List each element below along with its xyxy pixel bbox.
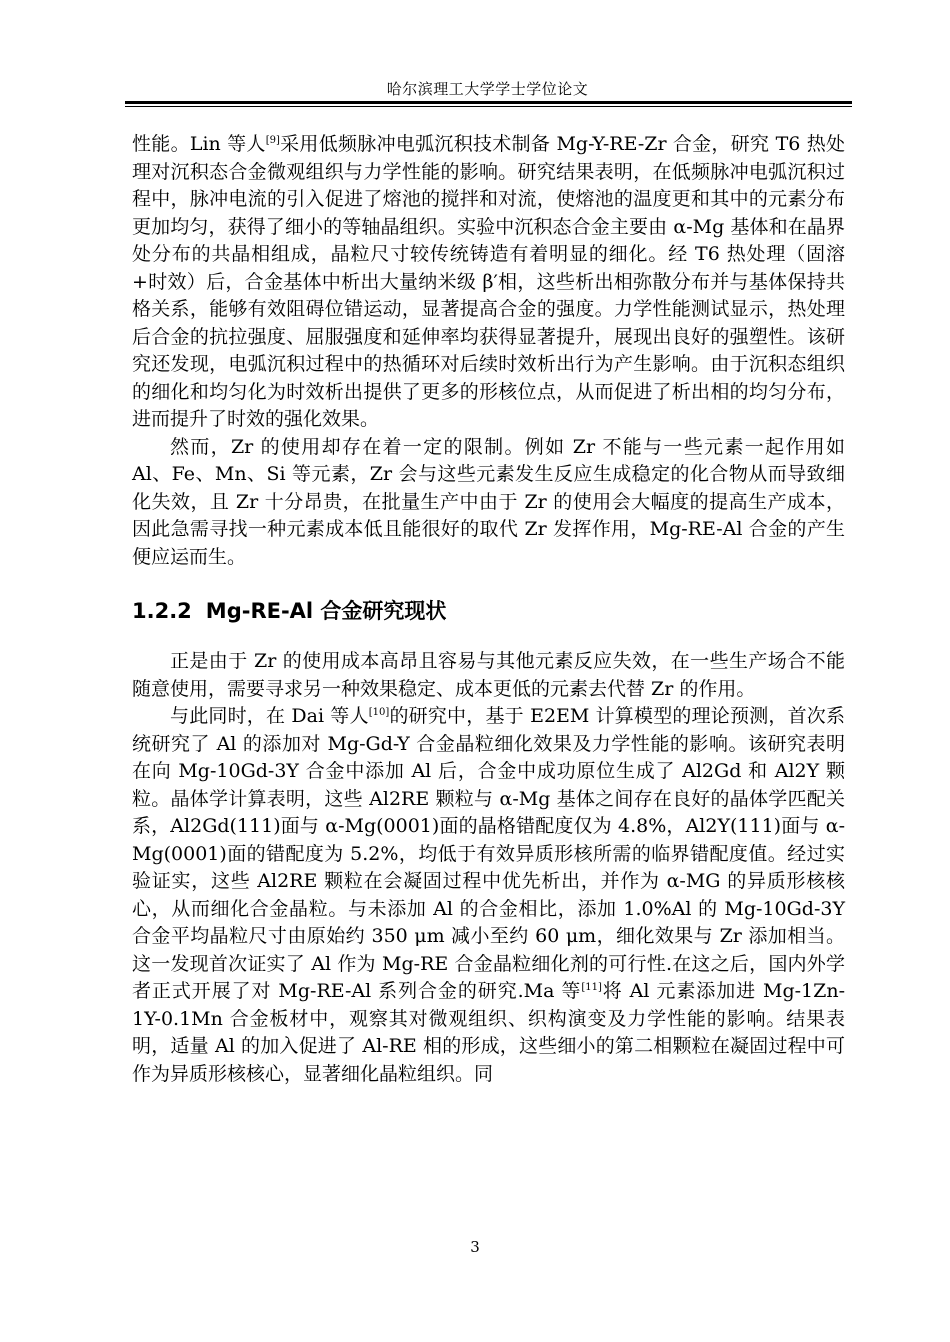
paragraph-lin [132,131,845,434]
page-number: 3 [470,1238,480,1256]
paragraph-zr-limits: 然而，Zr 的使用却存在着一定的限制。例如 Zr 不能与一些元素一起作用如 Al、Fe、Mn、Si 等元素，Zr 会与这些元素发生反应生成稳定的化合物从而导致细化失效，且 Zr 十分昂贵，在批量生产中由于 Zr 的使用会大幅度的提高生产成本，因此急需寻找一种元素成本低且能很好的取代 Zr 发挥作用，Mg-RE-Al 合金的产生便应运而生。 [132,435,845,568]
paragraph-dai [132,703,845,1088]
citation-ref[interactable]: [11] [581,982,602,993]
paragraph-zr-replacement: 正是由于 Zr 的使用成本高昂且容易与其他元素反应失效，在一些生产场合不能随意使用，需要寻求另一种效果稳定、成本更低的元素去代替 Zr 的作用。 [132,650,845,700]
paragraph-text: 将 Al 元素添加进 Mg-1Zn-1Y-0.1Mn 合金板材中，观察其对微观组织、织构演变及力学性能的影响。结果表明，适量 Al 的加入促进了 Al-RE 相的形成，这些细小的第二相颗粒在凝固过程中可作为异质形核核心，显著细化晶粒组织。同 [132,980,845,1085]
paragraph-text: 性能。Lin 等人 [132,133,266,155]
header-rule-thin [125,106,852,107]
citation-ref[interactable]: [9] [265,135,280,146]
running-header: 哈尔滨理工大学学士学位论文 [386,80,589,98]
paragraph-text: 与此同时，在 Dai 等人 [170,705,369,727]
header-rule-thick [125,101,852,104]
section-heading [132,596,845,626]
section-number: 1.2.2 [132,599,192,623]
paragraph-text: 采用低频脉冲电弧沉积技术制备 Mg-Y-RE-Zr 合金，研究 T6 热处理对沉积态合金微观组织与力学性能的影响。研究结果表明，在低频脉冲电弧沉积过程中，脉冲电流的引入促进了熔池的搅拌和对流，使熔池的温度更和其中的元素分布更加均匀，获得了细小的等轴晶组织。实验中沉积态合金主要由 α-Mg 基体和在晶界处分布的共晶相组成，晶粒尺寸较传统铸造有着明显的细化。经 T6 热处理（固溶+时效）后，合金基体中析出大量纳米级 β′相，这些析出相弥散分布并与基体保持共格关系，能够有效阻碍位错运动，显著提高合金的强度。力学性能测试显示，热处理后合金的抗拉强度、屈服强度和延伸率均获得显著提升，展现出良好的强塑性。该研究还发现，电弧沉积过程中的热循环对后续时效析出行为产生影响。由于沉积态组织的细化和均匀化为时效析出提供了更多的形核位点，从而促进了析出相的均匀分布，进而提升了时效的强化效果。 [132,133,845,430]
citation-ref[interactable]: [10] [368,707,390,718]
paragraph-text: 的研究中，基于 E2EM 计算模型的理论预测，首次系统研究了 Al 的添加对 Mg-Gd-Y 合金晶粒细化效果及力学性能的影响。该研究表明在向 Mg-10Gd-3Y 合金中添加 Al 后，合金中成功原位生成了 Al2Gd 和 Al2Y 颗粒。晶体学计算表明，这些 Al2RE 颗粒与 α-Mg 基体之间存在良好的晶体学匹配关系，Al2Gd(111)面与 α-Mg(0001)面的晶格错配度仅为 4.8%，Al2Y(111)面与 α-Mg(0001)面的错配度为 5.2%，均低于有效异质形核所需的临界错配度值。经过实验证实，这些 Al2RE 颗粒在会凝固过程中优先析出，并作为 α-MG 的异质形核核心，从而细化合金晶粒。与未添加 Al 的合金相比，添加 1.0%Al 的 Mg-10Gd-3Y 合金平均晶粒尺寸由原始约 350 μm 减小至约 60 μm，细化效果与 Zr 添加相当。这一发现首次证实了 Al 作为 Mg-RE 合金晶粒细化剂的可行性.在这之后，国内外学者正式开展了对 Mg-RE-Al 系列合金的研究.Ma 等 [132,705,845,1002]
section-title-text: Mg-RE-Al 合金研究现状 [205,599,447,623]
page-body [132,131,845,1088]
